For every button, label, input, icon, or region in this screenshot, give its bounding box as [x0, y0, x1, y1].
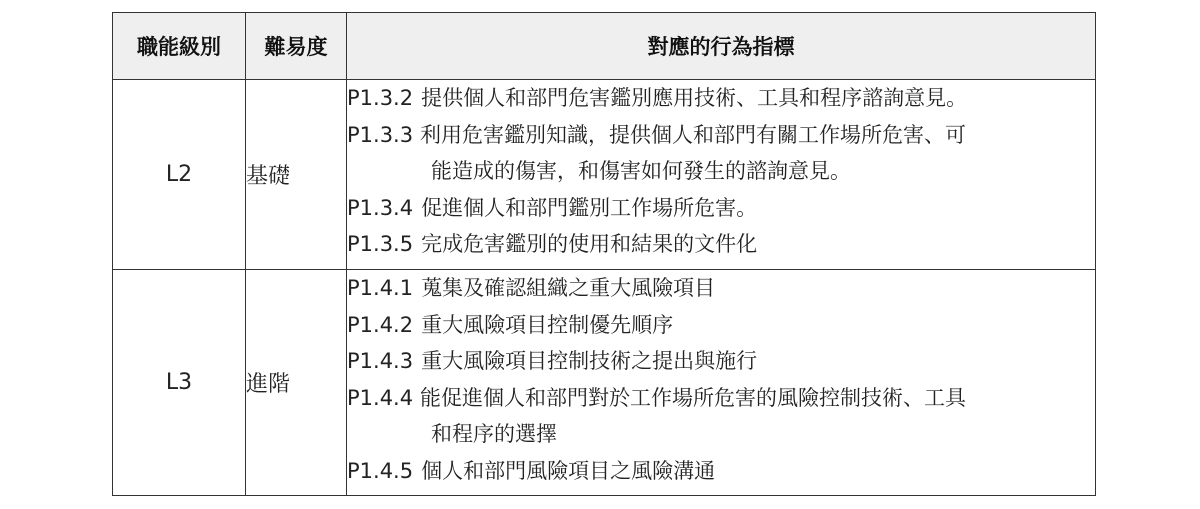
difficulty-cell: 進階	[246, 270, 347, 496]
table-row	[113, 80, 1096, 270]
indicator-item	[347, 453, 1095, 490]
indicator-item	[347, 117, 1095, 154]
header-indicators: 對應的行為指標	[347, 13, 1096, 80]
indicator-code: P1.4.1	[347, 276, 414, 300]
indicator-item	[347, 270, 1095, 307]
indicator-item	[347, 307, 1095, 344]
indicator-text: 蒐集及確認組織之重大風險項目	[421, 276, 716, 300]
indicator-item	[347, 190, 1095, 227]
indicators-cell	[347, 80, 1096, 270]
indicator-continuation	[347, 153, 1095, 190]
indicator-list	[347, 80, 1095, 263]
indicators-cell	[347, 270, 1096, 496]
indicator-list	[347, 270, 1095, 489]
indicator-text: 重大風險項目控制優先順序	[421, 312, 674, 337]
level-cell: L3	[113, 270, 246, 496]
indicator-text: 促進個人和部門鑑別工作場所危害。	[421, 195, 758, 220]
indicator-text: 個人和部門風險項目之風險溝通	[421, 458, 716, 483]
indicator-item	[347, 226, 1095, 263]
header-row	[113, 13, 1096, 80]
indicator-text: 利用危害鑑別知識，提供個人和部門有關工作場所危害、可	[420, 122, 966, 147]
table-row	[113, 270, 1096, 496]
indicator-code: P1.3.4	[347, 195, 414, 220]
indicator-text: 完成危害鑑別的使用和結果的文件化	[421, 232, 758, 256]
indicator-code: P1.3.2	[347, 86, 414, 110]
indicator-code: P1.4.3	[347, 349, 414, 373]
indicator-code: P1.4.5	[347, 458, 414, 483]
indicator-text: 重大風險項目控制技術之提出與施行	[421, 349, 758, 373]
indicator-text-continued: 和程序的選擇	[431, 422, 557, 446]
indicator-code: P1.3.3	[347, 122, 414, 147]
difficulty-cell: 基礎	[246, 80, 347, 270]
indicator-code: P1.4.2	[347, 312, 414, 337]
indicator-code: P1.3.5	[347, 232, 414, 256]
indicator-text: 能促進個人和部門對於工作場所危害的風險控制技術、工具	[420, 385, 966, 410]
indicator-text-continued: 能造成的傷害，和傷害如何發生的諮詢意見。	[431, 159, 851, 183]
level-cell: L2	[113, 80, 246, 270]
indicator-text: 提供個人和部門危害鑑別應用技術、工具和程序諮詢意見。	[421, 86, 968, 110]
indicator-item	[347, 380, 1095, 417]
competency-table	[112, 12, 1096, 496]
indicator-continuation	[347, 416, 1095, 453]
indicator-item	[347, 80, 1095, 117]
indicator-code: P1.4.4	[347, 385, 414, 410]
indicator-item	[347, 343, 1095, 380]
header-difficulty: 難易度	[246, 13, 347, 80]
header-level: 職能級別	[113, 13, 246, 80]
